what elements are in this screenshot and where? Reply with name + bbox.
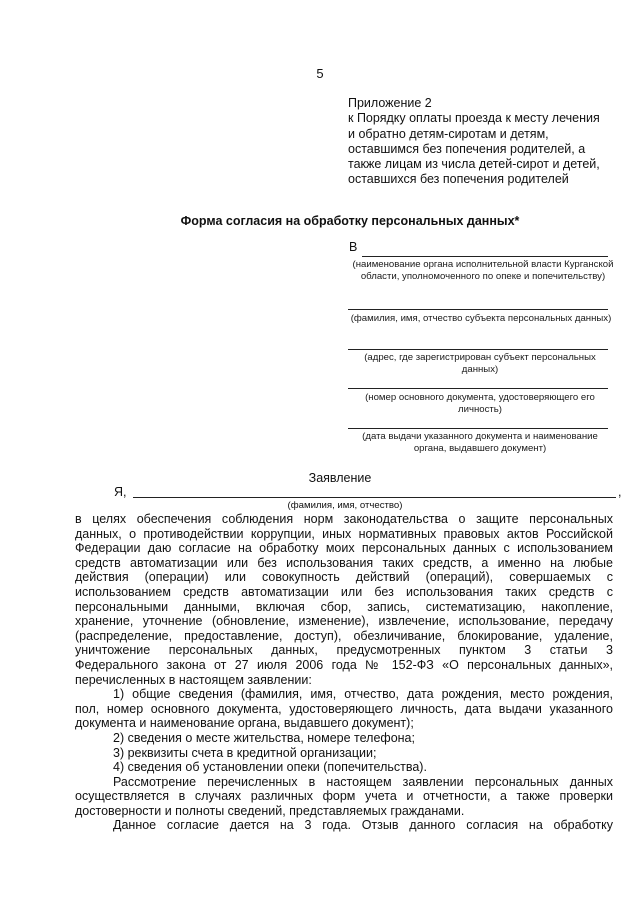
appendix-line: оставшимся без попечения родителей, а (348, 141, 586, 156)
body-line: Данное согласие дается на 3 года. Отзыв данного согласия на обработку (113, 818, 613, 833)
recipient-prefix: В (349, 240, 358, 254)
appendix-line: к Порядку оплаты проезда к месту лечения (348, 111, 600, 126)
statement-body (75, 512, 613, 833)
recipient-organ-line (362, 256, 608, 257)
body-line: в целях обеспечения соблюдения норм законодательства о защите персональных (75, 512, 613, 526)
body-line: данных, о противодействии коррупции, иных нормативных правовых актов Российской (75, 526, 613, 541)
body-line: персональными данными, включая сбор, запись, систематизацию, накопление, (75, 599, 613, 614)
form-title: Форма согласия на обработку персональных данных* (180, 214, 520, 228)
body-line: Федерального закона от 27 июля 2006 года № 152-ФЗ «О персональных данных», (75, 657, 613, 672)
appendix-line: также лицам из числа детей-сирот и детей, (348, 157, 600, 172)
list-item: 4) сведения об установлении опеки (попечительства). (113, 760, 427, 775)
address-line (348, 349, 608, 350)
body-line: документа и наименование органа, выдавшего документ); (75, 716, 414, 731)
address-caption: (адрес, где зарегистрирован субъект персональных данных) (364, 352, 596, 375)
list-item: 3) реквизиты счета в кредитной организации; (113, 745, 377, 760)
document-issue-caption: (дата выдачи указанного документа и наименование органа, выдавшего документ) (362, 431, 598, 454)
document-number-line (348, 388, 608, 389)
appendix-line: и обратно детям-сиротам и детям, (348, 126, 549, 141)
body-line: Федерации даю согласие на обработку моих персональных данных с использованием (75, 541, 613, 556)
appendix-line: Приложение 2 (348, 96, 432, 110)
body-line: достоверности и полноты сведений, представляемых гражданами. (75, 803, 465, 818)
list-item: 1) общие сведения (фамилия, имя, отчество, дата рождения, место рождения, (113, 687, 613, 702)
statement-comma: , (618, 485, 622, 499)
body-line: действия (операции) или совокупность действий (операций), совершаемых с (75, 570, 613, 585)
body-line: уничтожение персональных данных, предусмотренных пунктом 3 статьи 3 (75, 643, 613, 658)
page-number: 5 (316, 66, 324, 81)
document-issue-line (348, 428, 608, 429)
fio-caption: (фамилия, имя, отчество) (287, 500, 403, 511)
statement-ya: Я, (114, 485, 127, 499)
body-line: пол, номер основного документа, удостоверяющего личность, дата выдачи указанного (75, 701, 613, 716)
body-line: Рассмотрение перечисленных в настоящем заявлении персональных данных (113, 774, 613, 789)
subject-name-line (348, 309, 608, 310)
list-item: 2) сведения о месте жительства, номере телефона; (113, 730, 415, 745)
body-line: (распределение, предоставление, доступ), обезличивание, блокирование, удаление, (75, 628, 613, 643)
body-line: хранение, уточнение (обновление, изменение), извлечение, использование, передачу (75, 614, 613, 629)
statement-title: Заявление (308, 471, 372, 485)
body-line: перечисленных в настоящем заявлении: (75, 672, 312, 687)
body-line: осуществляется в случаях различных форм учета и отчетности, а также проверки (75, 789, 613, 804)
appendix-header (348, 96, 618, 188)
body-line: использованием средств автоматизации или без использования таких средств с (75, 584, 613, 599)
appendix-line: оставшихся без попечения родителей (348, 172, 569, 187)
applicant-name-line (133, 497, 616, 498)
document-number-caption: (номер основного документа, удостоверяющего его личность) (365, 392, 595, 415)
subject-name-caption: (фамилия, имя, отчество субъекта персональных данных) (350, 313, 612, 324)
recipient-organ-caption: (наименование органа исполнительной власти Курганской области, уполномоченного по опеке и попечительству) (352, 259, 614, 282)
body-line: средств автоматизации или без использования таких средств, а именно на любые (75, 555, 613, 570)
